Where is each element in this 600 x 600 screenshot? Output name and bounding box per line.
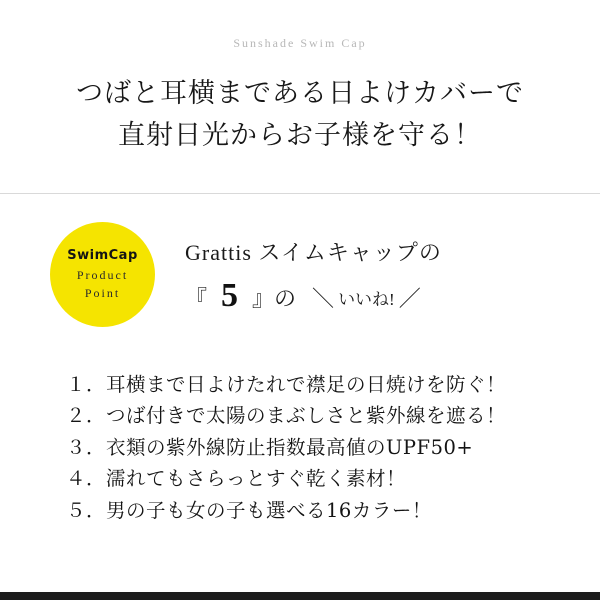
list-item: ５．男の子も女の子も選べる16カラー！ xyxy=(66,499,432,522)
headline-line-2: 直射日光からお子様を守る！ xyxy=(118,119,482,151)
point-line-1: Grattis スイムキャップの xyxy=(185,239,442,265)
product-point-section xyxy=(0,222,600,327)
headline-line-1: つばと耳横まである日よけカバーで xyxy=(76,78,524,109)
slash-right-icon: ／ xyxy=(398,285,421,311)
list-item: ２．つば付きで太陽のまぶしさと紫外線を遮る！ xyxy=(66,404,507,428)
eyebrow-text: Sunshade Swim Cap xyxy=(233,36,367,50)
badge-subtitle-2: Point xyxy=(84,286,121,301)
product-point-badge xyxy=(50,222,155,327)
slash-left-icon: ＼ xyxy=(312,285,335,311)
bracket-close: 』 xyxy=(252,285,275,311)
point-suffix: の xyxy=(274,285,297,311)
point-count: 5 xyxy=(221,276,239,314)
list-item: ３．衣類の紫外線防止指数最高値のUPF50+ xyxy=(66,435,474,459)
divider xyxy=(0,193,600,194)
bracket-open: 『 xyxy=(185,285,208,311)
bottom-bar xyxy=(0,592,600,600)
nice-label: いいね! xyxy=(338,289,395,309)
point-line-2 xyxy=(185,276,442,314)
list-item: １．耳横まで日よけたれで襟足の日焼けを防ぐ！ xyxy=(66,372,507,396)
list-item: ４．濡れてもさらっとすぐ乾く素材！ xyxy=(66,467,407,491)
badge-title: SwimCap xyxy=(67,247,138,263)
nice-label-group xyxy=(308,282,425,313)
badge-subtitle-1: Product xyxy=(76,267,129,282)
product-point-text xyxy=(185,236,442,313)
feature-list xyxy=(0,369,600,527)
headline xyxy=(0,73,600,157)
